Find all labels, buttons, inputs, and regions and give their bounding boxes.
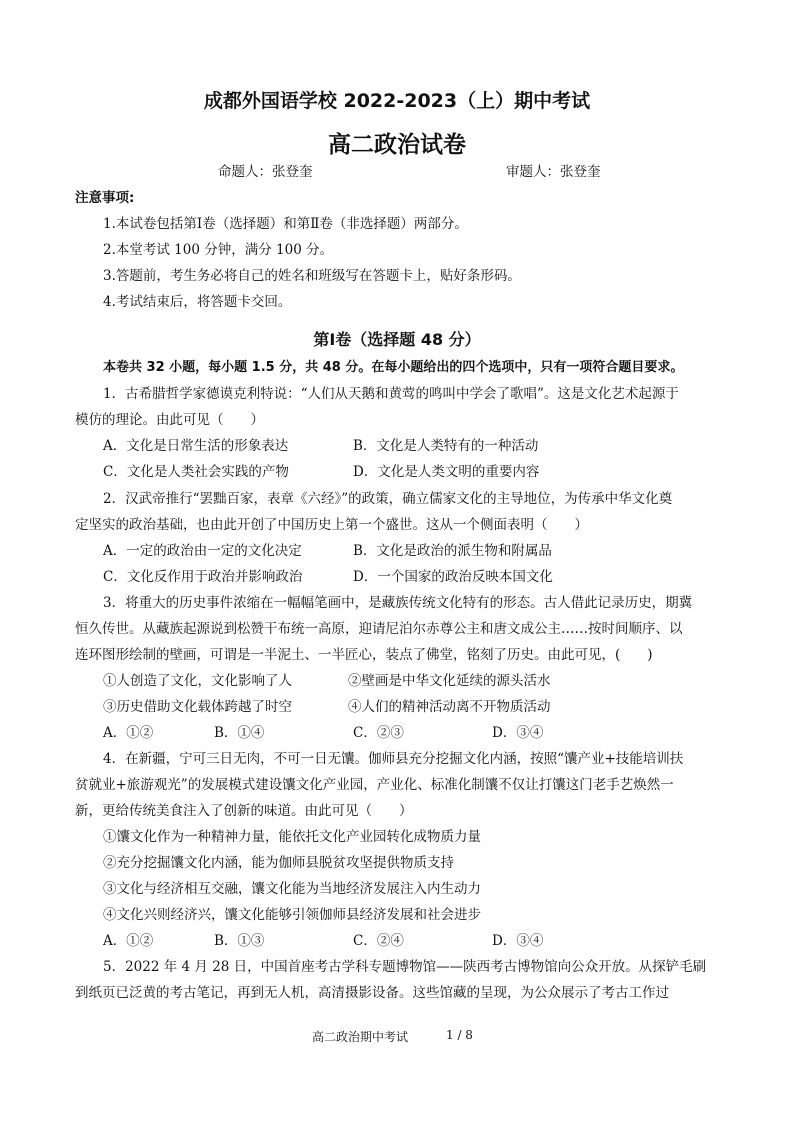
q5-stem: 5．2022 年 4 月 28 日，中国首座考古学科专题博物馆——陕西考古博物馆向公众开放。从探铲毛刷 <box>103 959 707 975</box>
q3-statement-3: ③历史借助文化载体跨越了时空 <box>103 699 292 715</box>
notice-item: 1.本试卷包括第Ⅰ卷（选择题）和第Ⅱ卷（非选择题）两部分。 <box>103 216 468 232</box>
q3-stem: 3．将重大的历史事件浓缩在一幅幅笔画中，是藏族传统文化特有的形态。古人借此记录历史，期冀 <box>103 595 693 611</box>
q4-stem: 4．在新疆，宁可三日无肉，不可一日无馕。伽师县充分挖掘文化内涵，按照“馕产业+技能培训扶 <box>103 751 684 767</box>
reviewer: 审题人：张登奎 <box>506 164 601 180</box>
q3-stem-cont: 恒久传世。从藏族起源说到松赞干布统一高原，迎请尼泊尔赤尊公主和唐文成公主……按时间顺序、以 <box>75 621 683 637</box>
footer-label: 高二政治期中考试 <box>312 1030 409 1044</box>
q2-option-a: A．一定的政治由一定的文化决定 <box>103 543 302 559</box>
q4-statement-4: ④文化兴则经济兴，馕文化能够引领伽师县经济发展和社会进步 <box>103 907 481 923</box>
q4-option-d: D．③④ <box>492 933 544 949</box>
notice-item: 4.考试结束后，将答题卡交回。 <box>103 294 292 310</box>
q3-statement-1: ①人创造了文化，文化影响了人 <box>103 673 292 689</box>
q4-statement-2: ②充分挖掘馕文化内涵，能为伽师县脱贫攻坚提供物质支持 <box>103 855 454 871</box>
q3-statement-4: ④人们的精神活动离不开物质活动 <box>348 699 551 715</box>
q4-option-c: C．②④ <box>353 933 404 949</box>
page-number: 1 / 8 <box>446 1028 473 1042</box>
q1-option-a: A．文化是日常生活的形象表达 <box>103 438 289 454</box>
q4-stem-cont: 新，更给传统美食注入了创新的味道。由此可见（ ） <box>75 803 413 819</box>
q3-statement-2: ②壁画是中华文化延续的源头活水 <box>348 673 551 689</box>
notice-heading: 注意事项: <box>75 190 135 206</box>
q1-option-c: C．文化是人类社会实践的产物 <box>103 464 289 480</box>
section-title: 第Ⅰ卷（选择题 48 分） <box>313 330 481 349</box>
q5-stem-cont: 到纸页已泛黄的考古笔记，再到无人机，高清摄影设备。这些馆藏的呈现，为公众展示了考古工作过 <box>75 985 669 1001</box>
q1-stem-cont: 模仿的理论。由此可见（ ） <box>75 412 264 428</box>
q2-stem-cont: 定坚实的政治基础，也由此开创了中国历史上第一个盛世。这从一个侧面表明（ ） <box>75 517 588 533</box>
exam-subtitle: 高二政治试卷 <box>328 132 466 158</box>
author: 命题人：张登奎 <box>218 164 313 180</box>
notice-item: 2.本堂考试 100 分钟，满分 100 分。 <box>103 242 334 258</box>
q1-option-b: B．文化是人类特有的一种活动 <box>353 438 539 454</box>
q1-stem: 1．古希腊哲学家德谟克利特说：“人们从天鹅和黄莺的鸣叫中学会了歌唱”。这是文化艺术起源于 <box>103 386 679 402</box>
section-instruction: 本卷共 32 小题，每小题 1.5 分，共 48 分。在每小题给出的四个选项中，只有一项符合题目要求。 <box>103 360 684 375</box>
exam-title: 成都外国语学校 2022-2023（上）期中考试 <box>203 90 591 112</box>
q2-stem: 2．汉武帝推行“罢黜百家，表章《六经》”的政策，确立儒家文化的主导地位，为传承中华文化奠 <box>103 491 673 507</box>
q3-stem-cont: 连环图形绘制的壁画，可谓是一半泥土、一半匠心，装点了佛堂，铭刻了历史。由此可见，( ) <box>75 647 653 663</box>
q3-option-b: B．①④ <box>214 725 265 741</box>
q3-option-c: C．②③ <box>353 725 404 741</box>
q2-option-b: B．文化是政治的派生物和附属品 <box>353 543 552 559</box>
q4-statement-1: ①馕文化作为一种精神力量，能依托文化产业园转化成物质力量 <box>103 829 481 845</box>
q4-option-a: A．①② <box>103 933 154 949</box>
q3-option-a: A．①② <box>103 725 154 741</box>
q4-statement-3: ③文化与经济相互交融，馕文化能为当地经济发展注入内生动力 <box>103 881 481 897</box>
q2-option-d: D．一个国家的政治反映本国文化 <box>353 569 553 585</box>
q4-stem-cont: 贫就业+旅游观光”的发展模式建设馕文化产业园，产业化、标准化制馕不仅让打馕这门老手艺焕然一 <box>75 777 674 793</box>
q1-option-d: D．文化是人类文明的重要内容 <box>353 464 540 480</box>
q3-option-d: D．③④ <box>492 725 544 741</box>
q2-option-c: C．文化反作用于政治并影响政治 <box>103 569 303 585</box>
notice-item: 3.答题前，考生务必将自己的姓名和班级写在答题卡上，贴好条形码。 <box>103 268 521 284</box>
q4-option-b: B．①③ <box>214 933 265 949</box>
